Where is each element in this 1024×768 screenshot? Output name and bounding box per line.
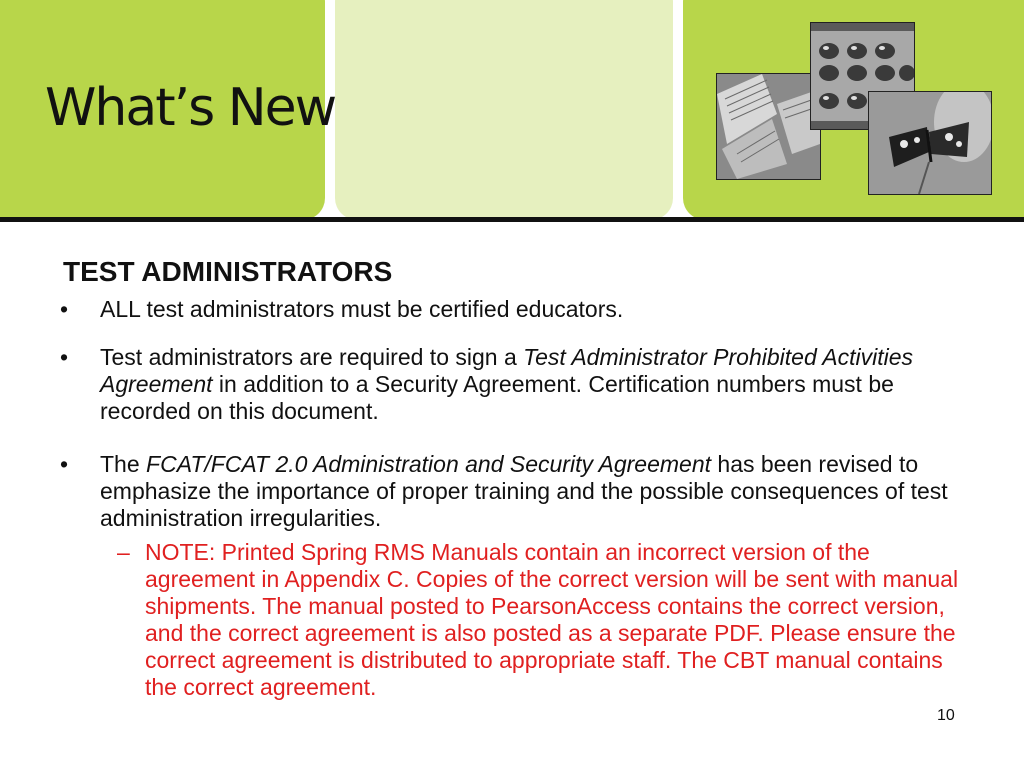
section-heading: TEST ADMINISTRATORS — [63, 256, 393, 287]
bullet-text-start: The — [100, 451, 147, 477]
bullet-text — [100, 344, 980, 425]
agreement-title: FCAT/FCAT 2.0 Administration and Security Agreement — [146, 451, 712, 477]
bullet-marker: • — [60, 451, 69, 477]
note-subbullet — [117, 539, 977, 701]
bullet-item — [60, 451, 980, 532]
bullet-text — [100, 451, 980, 532]
slide-number: 10 — [937, 707, 955, 724]
bullet-item — [60, 296, 980, 323]
note-text: NOTE: Printed Spring RMS Manuals contain an incorrect version of the agreement in Appendix C. Copies of the correct version will be sent with manual shipments. The manual posted to PearsonAccess contains the correct version, and the correct agreement is also posted as a separate PDF. Please ensure the correct agreement is distributed to appropriate staff. The CBT manual contains the correct agreement. — [145, 539, 959, 700]
bullet-text-end: in addition to a Security Agreement. Certification numbers must be recorded on this document. — [100, 371, 894, 424]
sub-bullet-marker: – — [117, 539, 130, 565]
bullet-marker: • — [60, 296, 69, 322]
bullet-text: ALL test administrators must be certified educators. — [100, 296, 624, 322]
agreement-title: Test Administrator Prohibited Activities Agreement — [100, 344, 914, 397]
bullet-text-end: has been revised to emphasize the importance of proper training and the possible consequences of test administration irregularities. — [100, 451, 948, 531]
bullet-item — [60, 344, 980, 425]
bullet-marker: • — [60, 344, 69, 370]
slide-title: What’s New — [45, 78, 336, 138]
bullet-text-start: Test administrators are required to sign a — [100, 344, 524, 370]
